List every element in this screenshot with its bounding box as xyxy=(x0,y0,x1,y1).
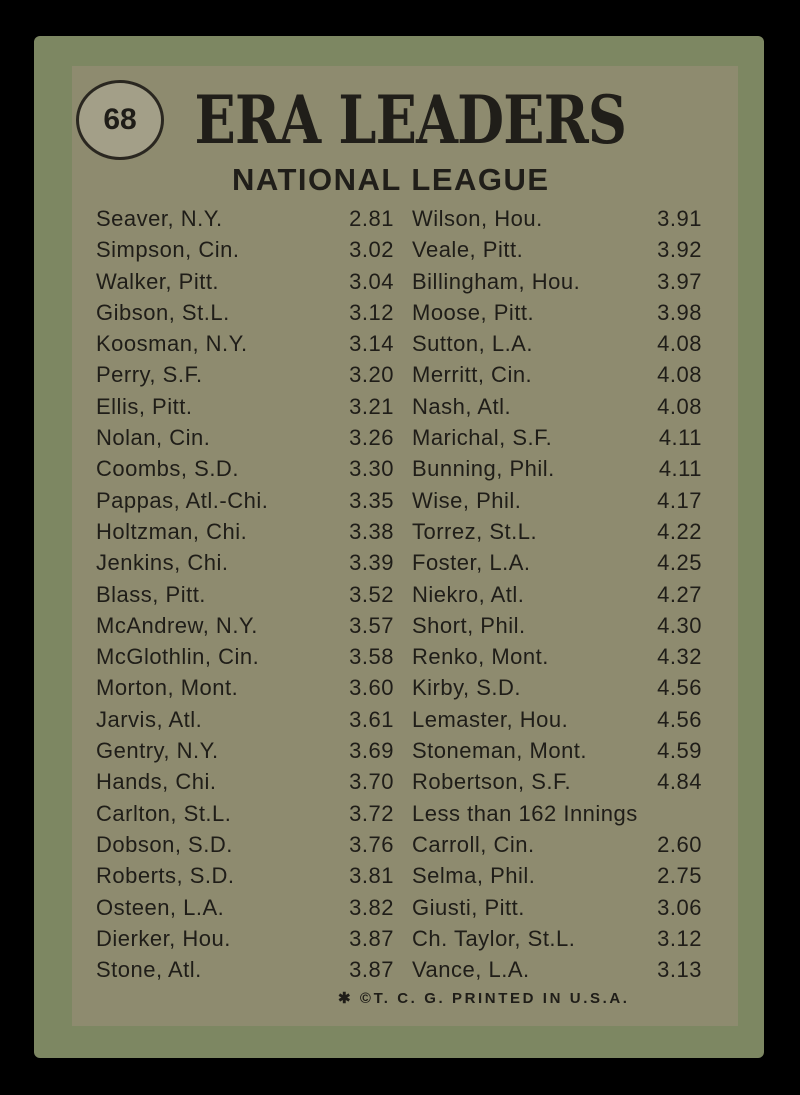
pitcher-name: Morton, Mont. xyxy=(96,675,239,701)
pitcher-name: Nash, Atl. xyxy=(412,393,512,419)
era-value: 4.32 xyxy=(657,644,702,670)
card-subtitle: NATIONAL LEAGUE xyxy=(232,162,550,197)
stat-row xyxy=(412,422,702,453)
copyright-line: ✱ ©T. C. G. PRINTED IN U.S.A. xyxy=(338,990,630,1007)
era-value: 3.52 xyxy=(349,581,394,607)
era-value: 4.56 xyxy=(657,675,702,701)
stat-row xyxy=(412,610,702,641)
stat-row xyxy=(96,798,394,829)
pitcher-name: Blass, Pitt. xyxy=(96,581,206,607)
stat-row xyxy=(96,234,394,265)
era-value: 3.76 xyxy=(349,831,394,857)
era-value: 3.87 xyxy=(349,925,394,951)
stat-row xyxy=(96,485,394,516)
era-value: 4.08 xyxy=(657,393,702,419)
pitcher-name: Perry, S.F. xyxy=(96,362,203,388)
pitcher-name: Stoneman, Mont. xyxy=(412,738,588,764)
era-value: 4.11 xyxy=(658,456,702,482)
pitcher-name: Osteen, L.A. xyxy=(96,894,225,920)
era-value: 3.57 xyxy=(349,612,394,638)
left-stat-column xyxy=(96,203,394,985)
pitcher-name: Giusti, Pitt. xyxy=(412,894,525,920)
era-value: 4.11 xyxy=(658,425,702,451)
stat-row xyxy=(412,672,702,703)
pitcher-name: Torrez, St.L. xyxy=(412,518,538,544)
pitcher-name: Nolan, Cin. xyxy=(96,425,211,451)
era-value: 3.30 xyxy=(349,456,394,482)
stat-row xyxy=(96,203,394,234)
pitcher-name: Ch. Taylor, St.L. xyxy=(412,925,576,951)
stat-row xyxy=(96,610,394,641)
era-value: 3.14 xyxy=(349,331,394,357)
pitcher-name: Selma, Phil. xyxy=(412,863,536,889)
era-value: 4.08 xyxy=(657,331,702,357)
stat-row xyxy=(412,954,702,985)
stat-row xyxy=(96,547,394,578)
pitcher-name: Wilson, Hou. xyxy=(412,206,543,231)
pitcher-name: Niekro, Atl. xyxy=(412,581,525,607)
stat-row xyxy=(96,422,394,453)
pitcher-name: Roberts, S.D. xyxy=(96,863,235,889)
pitcher-name: Holtzman, Chi. xyxy=(96,518,248,544)
stat-row xyxy=(96,359,394,390)
pitcher-name: Walker, Pitt. xyxy=(96,268,220,294)
stat-row xyxy=(412,579,702,610)
pitcher-name: McAndrew, N.Y. xyxy=(96,612,258,638)
stat-row xyxy=(412,203,702,234)
pitcher-name: Jenkins, Chi. xyxy=(96,550,229,576)
pitcher-name: Merritt, Cin. xyxy=(412,362,533,388)
era-value: 4.59 xyxy=(657,738,702,764)
era-value: 4.08 xyxy=(657,362,702,388)
era-value: 3.06 xyxy=(657,894,702,920)
pitcher-name: Veale, Pitt. xyxy=(412,237,524,263)
era-value: 3.58 xyxy=(349,644,394,670)
pitcher-name: Simpson, Cin. xyxy=(96,237,240,263)
era-value: 3.70 xyxy=(349,769,394,795)
stat-row xyxy=(412,860,702,891)
stat-row xyxy=(96,892,394,923)
pitcher-name: Dobson, S.D. xyxy=(96,831,233,857)
pitcher-name: Pappas, Atl.-Chi. xyxy=(96,487,269,513)
stat-row xyxy=(96,860,394,891)
era-value: 3.92 xyxy=(657,237,702,263)
stat-row xyxy=(96,266,394,297)
era-value: 3.02 xyxy=(349,237,394,263)
era-value: 2.81 xyxy=(349,206,394,231)
era-value: 3.21 xyxy=(349,393,394,419)
era-value: 3.61 xyxy=(349,706,394,732)
stat-row xyxy=(412,892,702,923)
era-value: 3.38 xyxy=(349,518,394,544)
era-value: 4.84 xyxy=(657,769,702,795)
stat-row xyxy=(412,704,702,735)
pitcher-name: Kirby, S.D. xyxy=(412,675,522,701)
pitcher-name: Foster, L.A. xyxy=(412,550,531,576)
pitcher-name: Gibson, St.L. xyxy=(96,299,230,325)
stat-row xyxy=(412,829,702,860)
stat-row xyxy=(96,516,394,547)
stat-row xyxy=(96,923,394,954)
pitcher-name: Carlton, St.L. xyxy=(96,800,232,826)
stat-row xyxy=(412,453,702,484)
era-value: 4.25 xyxy=(657,550,702,576)
stat-row xyxy=(96,391,394,422)
pitcher-name: Jarvis, Atl. xyxy=(96,706,203,732)
era-value: 3.81 xyxy=(349,863,394,889)
pitcher-name: Bunning, Phil. xyxy=(412,456,555,482)
pitcher-name: Billingham, Hou. xyxy=(412,268,581,294)
stat-row xyxy=(412,641,702,672)
era-value: 3.91 xyxy=(657,206,702,231)
pitcher-name: Vance, L.A. xyxy=(412,957,530,983)
stat-row xyxy=(96,672,394,703)
pitcher-name: Renko, Mont. xyxy=(412,644,549,670)
era-value: 3.26 xyxy=(349,425,394,451)
pitcher-name: Gentry, N.Y. xyxy=(96,738,219,764)
pitcher-name: Short, Phil. xyxy=(412,612,526,638)
era-value: 3.35 xyxy=(349,487,394,513)
pitcher-name: Wise, Phil. xyxy=(412,487,522,513)
era-value: 4.56 xyxy=(657,706,702,732)
stat-row xyxy=(96,641,394,672)
pitcher-name: Koosman, N.Y. xyxy=(96,331,248,357)
era-value: 3.82 xyxy=(349,894,394,920)
less-than-heading: Less than 162 Innings xyxy=(412,800,638,826)
stat-row xyxy=(412,234,702,265)
stat-row xyxy=(96,954,394,985)
era-value: 4.17 xyxy=(657,487,702,513)
stat-row xyxy=(96,766,394,797)
pitcher-name: Sutton, L.A. xyxy=(412,331,533,357)
stat-row xyxy=(412,516,702,547)
era-value: 4.30 xyxy=(657,612,702,638)
era-value: 3.13 xyxy=(657,957,702,983)
pitcher-name: Stone, Atl. xyxy=(96,957,202,983)
stat-row xyxy=(96,704,394,735)
pitcher-name: Carroll, Cin. xyxy=(412,831,535,857)
era-value: 3.98 xyxy=(657,299,702,325)
stat-row xyxy=(412,359,702,390)
stat-row xyxy=(96,829,394,860)
stat-row xyxy=(412,766,702,797)
stat-row xyxy=(412,923,702,954)
era-value: 3.69 xyxy=(349,738,394,764)
stat-row xyxy=(412,297,702,328)
era-value: 3.12 xyxy=(657,925,702,951)
pitcher-name: Marichal, S.F. xyxy=(412,425,553,451)
stat-row xyxy=(412,735,702,766)
pitcher-name: Robertson, S.F. xyxy=(412,769,572,795)
stat-row xyxy=(412,547,702,578)
less-than-heading-row xyxy=(412,798,702,829)
era-value: 3.12 xyxy=(349,299,394,325)
era-value: 4.22 xyxy=(657,518,702,544)
pitcher-name: Seaver, N.Y. xyxy=(96,206,223,231)
era-value: 3.39 xyxy=(349,550,394,576)
pitcher-name: McGlothlin, Cin. xyxy=(96,644,260,670)
era-value: 3.60 xyxy=(349,675,394,701)
era-value: 3.04 xyxy=(349,268,394,294)
stat-row xyxy=(412,485,702,516)
pitcher-name: Lemaster, Hou. xyxy=(412,706,569,732)
stat-row xyxy=(96,735,394,766)
card-title: ERA LEADERS xyxy=(194,81,627,159)
stat-row xyxy=(412,328,702,359)
stat-row xyxy=(96,579,394,610)
stat-row xyxy=(412,266,702,297)
stat-row xyxy=(96,453,394,484)
stat-row xyxy=(96,328,394,359)
era-value: 2.60 xyxy=(657,831,702,857)
era-value: 3.87 xyxy=(349,957,394,983)
pitcher-name: Coombs, S.D. xyxy=(96,456,239,482)
pitcher-name: Moose, Pitt. xyxy=(412,299,535,325)
right-stat-column xyxy=(412,203,702,985)
era-value: 2.75 xyxy=(657,863,702,889)
pitcher-name: Dierker, Hou. xyxy=(96,925,231,951)
era-value: 3.72 xyxy=(349,800,394,826)
pitcher-name: Hands, Chi. xyxy=(96,769,217,795)
stat-row xyxy=(412,391,702,422)
era-value: 3.20 xyxy=(349,362,394,388)
era-value: 4.27 xyxy=(657,581,702,607)
pitcher-name: Ellis, Pitt. xyxy=(96,393,193,419)
era-value: 3.97 xyxy=(657,268,702,294)
card-number: 68 xyxy=(103,103,137,136)
stat-row xyxy=(96,297,394,328)
